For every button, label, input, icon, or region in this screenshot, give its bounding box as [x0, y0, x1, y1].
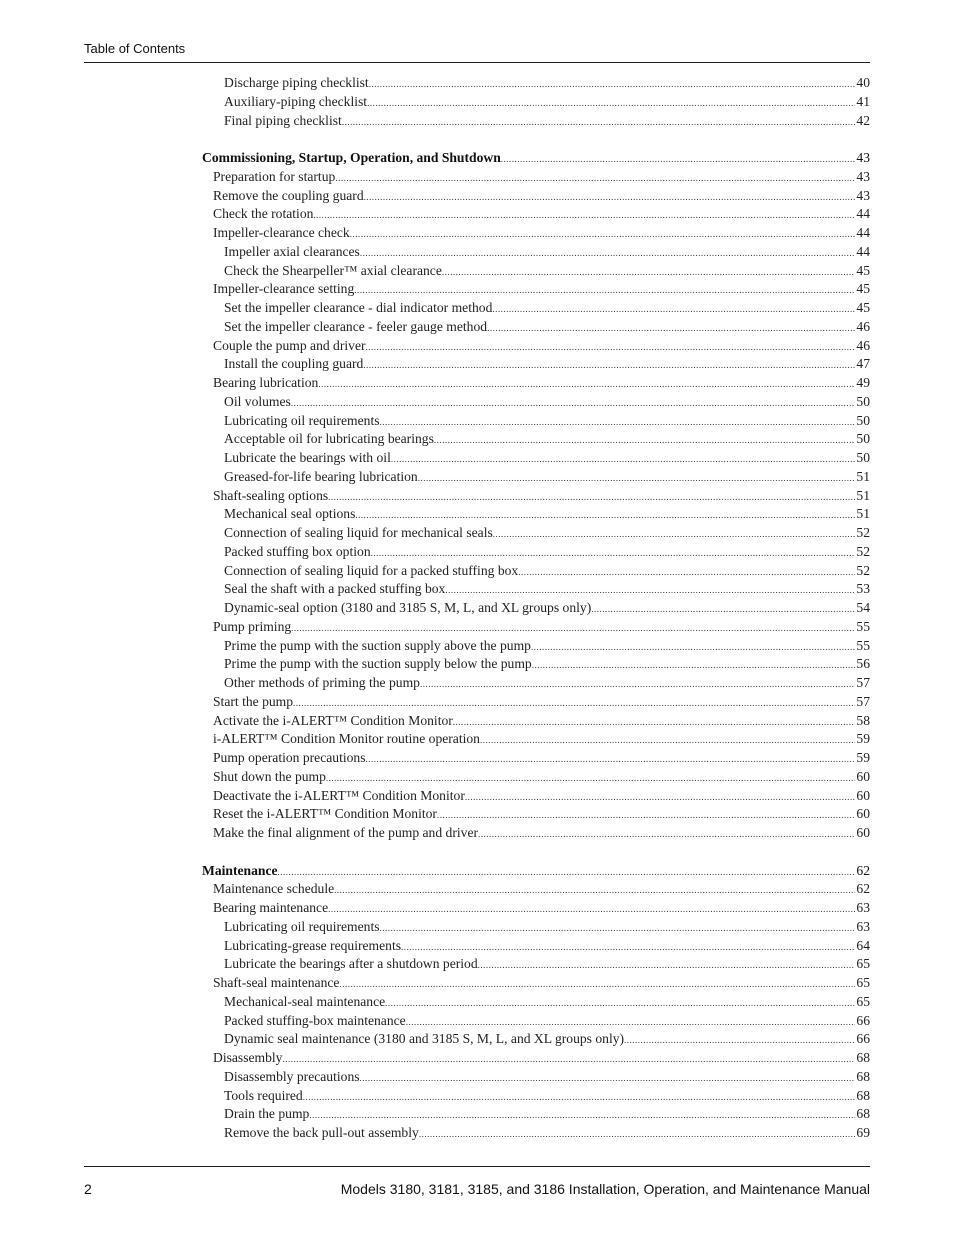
toc-entry-page: 44 [856, 206, 870, 222]
toc-entry-page: 45 [856, 262, 870, 278]
section-spacer [202, 130, 870, 149]
toc-entry-title: Mechanical-seal maintenance [224, 993, 386, 1009]
toc-entry-title: Make the final alignment of the pump and driver [213, 825, 478, 840]
dot-leader [531, 637, 855, 656]
toc-entry-title: Bearing maintenance [213, 900, 329, 915]
dot-leader [478, 824, 855, 843]
toc-entry-page: 43 [856, 187, 870, 203]
toc-entry[interactable] [202, 187, 870, 206]
dot-leader [350, 224, 856, 243]
toc-entry-title: Commissioning, Startup, Operation, and Shutdown [202, 150, 501, 165]
toc-entry[interactable] [202, 1030, 870, 1049]
toc-entry[interactable] [202, 318, 870, 337]
toc-entry-title: Couple the pump and driver [213, 337, 366, 353]
dot-leader [303, 1087, 856, 1106]
toc-entry[interactable] [202, 637, 870, 656]
manual-title: Models 3180, 3181, 3185, and 3186 Installation, Operation, and Maintenance Manual [340, 1181, 870, 1197]
toc-entry-title: Oil volumes [224, 393, 291, 409]
toc-entry[interactable] [202, 1049, 870, 1068]
toc-entry-title: Acceptable oil for lubricating bearings [224, 431, 434, 447]
toc-entry[interactable] [202, 918, 870, 937]
toc-entry-title: Auxiliary-piping checklist [224, 93, 368, 109]
toc-entry[interactable] [202, 580, 870, 599]
toc-entry-title: Discharge piping checklist [224, 75, 369, 90]
toc-entry-title: Deactivate the i-ALERT™ Condition Monitor [213, 787, 465, 803]
footer-rule [84, 1166, 870, 1167]
toc-entry-title: Drain the pump [224, 1106, 310, 1122]
toc-entry-title: Dynamic-seal option (3180 and 3185 S, M, L, and XL groups only) [224, 600, 592, 615]
dot-leader [380, 412, 856, 431]
toc-entry-page: 51 [856, 487, 870, 503]
toc-entry-page: 68 [856, 1068, 870, 1084]
dot-leader [367, 93, 855, 112]
toc-entry[interactable] [202, 712, 870, 731]
dot-leader [380, 918, 856, 937]
dot-leader [360, 243, 856, 262]
toc-entry[interactable] [202, 824, 870, 843]
toc-entry-title: Install the coupling guard [224, 356, 364, 372]
dot-leader [371, 543, 856, 562]
dot-leader [360, 1068, 856, 1087]
toc-entry-page: 58 [856, 712, 870, 728]
dot-leader [385, 993, 855, 1012]
dot-leader [480, 730, 855, 749]
toc-entry[interactable] [202, 205, 870, 224]
toc-entry-title: Start the pump [213, 693, 294, 709]
toc-entry[interactable] [202, 74, 870, 93]
toc-entry-title: Activate the i-ALERT™ Condition Monitor [213, 712, 453, 728]
dot-leader [406, 1012, 856, 1031]
toc-entry-page: 41 [856, 93, 870, 109]
dot-leader [478, 955, 856, 974]
toc-entry-title: Reset the i-ALERT™ Condition Monitor [213, 806, 437, 822]
toc-entry-title: Other methods of priming the pump [224, 675, 420, 690]
toc-entry-title: Connection of sealing liquid for a packed stuffing box [224, 562, 519, 578]
toc-entry-title: Packed stuffing box option [224, 543, 371, 559]
dot-leader [453, 712, 856, 731]
toc-entry-title: Check the Shearpeller™ axial clearance [224, 262, 442, 278]
dot-leader [465, 787, 856, 806]
toc-entry-page: 51 [856, 506, 870, 522]
toc-entry[interactable] [202, 974, 870, 993]
dot-leader [326, 768, 856, 787]
dot-leader [309, 1105, 855, 1124]
toc-entry[interactable] [202, 730, 870, 749]
toc-entry-page: 56 [856, 656, 870, 672]
dot-leader [328, 487, 855, 506]
toc-entry-title: Preparation for startup [213, 168, 336, 184]
toc-entry-page: 63 [856, 900, 870, 915]
toc-entry-page: 68 [856, 1050, 870, 1065]
toc-entry-title: Mechanical seal options [224, 506, 356, 522]
toc-entry-page: 60 [856, 787, 870, 803]
toc-entry[interactable] [202, 955, 870, 974]
toc-entry-title: Packed stuffing-box maintenance [224, 1012, 406, 1028]
toc-entry[interactable] [202, 412, 870, 431]
dot-leader [391, 449, 856, 468]
toc-entry-page: 52 [856, 562, 870, 578]
toc-entry-title: Final piping checklist [224, 112, 342, 128]
toc-entry-page: 49 [856, 375, 870, 390]
toc-entry[interactable] [202, 1124, 870, 1143]
dot-leader [369, 74, 856, 93]
toc-entry-title: Remove the coupling guard [213, 187, 364, 203]
toc-entry-title: Lubricate the bearings with oil [224, 450, 391, 465]
page-number: 2 [84, 1181, 92, 1197]
dot-leader [291, 618, 855, 637]
dot-leader [355, 505, 855, 524]
toc-entry[interactable] [202, 768, 870, 787]
toc-entry[interactable] [202, 805, 870, 824]
header-rule [84, 62, 870, 63]
dot-leader [342, 112, 856, 131]
dot-leader [518, 562, 855, 581]
toc-entry-page: 50 [856, 431, 870, 447]
toc-entry-page: 47 [856, 356, 870, 372]
toc-chapter-entry[interactable] [202, 862, 870, 881]
toc-chapter-entry[interactable] [202, 149, 870, 168]
toc-entry-page: 54 [856, 600, 870, 615]
toc-entry[interactable] [202, 280, 870, 299]
toc-entry-page: 62 [856, 862, 870, 878]
toc-entry-page: 66 [856, 1012, 870, 1028]
dot-leader [339, 974, 855, 993]
dot-leader [334, 880, 855, 899]
dot-leader [313, 205, 855, 224]
dot-leader [366, 749, 856, 768]
toc-entry-page: 68 [856, 1087, 870, 1103]
dot-leader [442, 262, 856, 281]
toc-entry[interactable] [202, 1012, 870, 1031]
toc-entry-page: 46 [856, 337, 870, 353]
toc-entry-title: Pump operation precautions [213, 750, 366, 765]
toc-entry[interactable] [202, 1105, 870, 1124]
toc-entry[interactable] [202, 655, 870, 674]
toc-entry[interactable] [202, 487, 870, 506]
toc-entry-page: 60 [856, 806, 870, 822]
toc-entry[interactable] [202, 505, 870, 524]
toc-entry-title: Check the rotation [213, 206, 314, 222]
toc-entry-title: Connection of sealing liquid for mechanical seals [224, 525, 493, 540]
toc-entry[interactable] [202, 1068, 870, 1087]
toc-entry[interactable] [202, 880, 870, 899]
toc-entry-title: Impeller axial clearances [224, 243, 360, 259]
toc-entry[interactable] [202, 430, 870, 449]
toc-entry-page: 64 [856, 937, 870, 953]
toc-entry-page: 50 [856, 393, 870, 409]
toc-entry-page: 43 [856, 168, 870, 184]
toc-entry-title: Set the impeller clearance - dial indicator method [224, 300, 493, 315]
dot-leader [278, 862, 856, 881]
toc-entry-title: Remove the back pull-out assembly [224, 1125, 419, 1140]
toc-entry-title: Impeller-clearance setting [213, 281, 355, 297]
dot-leader [419, 1124, 856, 1143]
toc-entry-title: Lubricating oil requirements [224, 918, 380, 934]
toc-entry[interactable] [202, 224, 870, 243]
toc-entry-page: 45 [856, 281, 870, 297]
toc-entry[interactable] [202, 693, 870, 712]
toc-entry[interactable] [202, 993, 870, 1012]
toc-entry-page: 65 [856, 956, 870, 972]
toc-entry[interactable] [202, 355, 870, 374]
toc-entry[interactable] [202, 243, 870, 262]
dot-leader [363, 355, 855, 374]
dot-leader [328, 899, 855, 918]
table-of-contents [202, 74, 870, 1143]
toc-entry-title: Maintenance [202, 862, 278, 878]
toc-entry-page: 52 [856, 525, 870, 540]
toc-entry-page: 52 [856, 543, 870, 559]
dot-leader [493, 524, 856, 543]
toc-entry-page: 57 [856, 693, 870, 709]
dot-leader [434, 430, 856, 449]
toc-entry[interactable] [202, 393, 870, 412]
toc-entry-page: 69 [856, 1125, 870, 1140]
toc-entry-page: 60 [856, 825, 870, 840]
toc-entry-page: 44 [856, 225, 870, 240]
toc-entry-page: 45 [856, 300, 870, 315]
dot-leader [335, 168, 855, 187]
toc-entry-title: Impeller-clearance check [213, 225, 350, 240]
toc-entry-title: Lubricate the bearings after a shutdown period [224, 956, 478, 972]
toc-entry[interactable] [202, 937, 870, 956]
toc-entry-title: Lubricating-grease requirements [224, 937, 402, 953]
dot-leader [624, 1030, 855, 1049]
dot-leader [532, 655, 856, 674]
dot-leader [445, 580, 855, 599]
toc-entry-title: i-ALERT™ Condition Monitor routine operation [213, 731, 480, 747]
toc-entry-title: Prime the pump with the suction supply below the pump [224, 656, 532, 672]
toc-entry[interactable] [202, 1087, 870, 1106]
toc-entry-title: Shaft-seal maintenance [213, 975, 340, 990]
toc-entry-title: Seal the shaft with a packed stuffing box [224, 581, 446, 597]
toc-entry-page: 42 [856, 112, 870, 128]
section-spacer [202, 843, 870, 862]
toc-entry[interactable] [202, 674, 870, 693]
toc-entry-page: 55 [856, 618, 870, 634]
running-header: Table of Contents [84, 41, 186, 56]
toc-entry-title: Lubricating oil requirements [224, 412, 380, 428]
dot-leader [401, 937, 855, 956]
toc-entry-title: Disassembly [213, 1050, 283, 1065]
toc-entry[interactable] [202, 749, 870, 768]
toc-entry-page: 55 [856, 637, 870, 653]
toc-entry[interactable] [202, 618, 870, 637]
toc-entry-page: 43 [856, 150, 870, 165]
toc-entry[interactable] [202, 168, 870, 187]
toc-entry-page: 59 [856, 731, 870, 747]
toc-entry[interactable] [202, 899, 870, 918]
toc-entry-page: 59 [856, 750, 870, 765]
dot-leader [591, 599, 855, 618]
dot-leader [487, 318, 855, 337]
toc-entry-title: Set the impeller clearance - feeler gauge method [224, 318, 488, 334]
toc-entry-page: 53 [856, 581, 870, 597]
toc-entry[interactable] [202, 599, 870, 618]
toc-entry-page: 46 [856, 318, 870, 334]
toc-entry-page: 63 [856, 918, 870, 934]
toc-entry-page: 40 [856, 75, 870, 90]
toc-entry-title: Pump priming [213, 618, 292, 634]
toc-entry[interactable] [202, 562, 870, 581]
toc-entry-title: Shut down the pump [213, 768, 326, 784]
toc-entry-page: 50 [856, 450, 870, 465]
toc-entry[interactable] [202, 112, 870, 131]
toc-entry[interactable] [202, 543, 870, 562]
dot-leader [492, 299, 855, 318]
toc-entry-title: Disassembly precautions [224, 1068, 360, 1084]
toc-entry-title: Dynamic seal maintenance (3180 and 3185 S, M, L, and XL groups only) [224, 1031, 625, 1047]
toc-entry[interactable] [202, 93, 870, 112]
toc-entry-page: 60 [856, 768, 870, 784]
toc-entry-page: 66 [856, 1031, 870, 1047]
toc-entry-title: Bearing lubrication [213, 375, 319, 390]
toc-entry-page: 57 [856, 675, 870, 690]
dot-leader [293, 693, 855, 712]
dot-leader [418, 468, 856, 487]
toc-entry-page: 44 [856, 243, 870, 259]
toc-entry[interactable] [202, 449, 870, 468]
toc-entry-page: 62 [856, 881, 870, 897]
toc-entry[interactable] [202, 468, 870, 487]
dot-leader [420, 674, 855, 693]
toc-entry-page: 50 [856, 412, 870, 428]
toc-entry[interactable] [202, 262, 870, 281]
toc-entry-title: Prime the pump with the suction supply above the pump [224, 637, 531, 653]
toc-entry[interactable] [202, 337, 870, 356]
toc-entry-title: Greased-for-life bearing lubrication [224, 468, 418, 484]
dot-leader [318, 374, 855, 393]
dot-leader [501, 149, 856, 168]
dot-leader [364, 187, 856, 206]
dot-leader [291, 393, 856, 412]
toc-entry-page: 65 [856, 993, 870, 1009]
toc-entry[interactable] [202, 299, 870, 318]
dot-leader [366, 337, 856, 356]
toc-entry-title: Maintenance schedule [213, 881, 335, 897]
toc-entry-title: Shaft-sealing options [213, 487, 329, 503]
toc-entry-page: 65 [856, 975, 870, 990]
toc-entry[interactable] [202, 374, 870, 393]
toc-entry[interactable] [202, 787, 870, 806]
toc-entry[interactable] [202, 524, 870, 543]
toc-entry-page: 68 [856, 1106, 870, 1122]
toc-entry-page: 51 [856, 468, 870, 484]
dot-leader [437, 805, 855, 824]
dot-leader [282, 1049, 855, 1068]
dot-leader [354, 280, 855, 299]
toc-entry-title: Tools required [224, 1087, 303, 1103]
